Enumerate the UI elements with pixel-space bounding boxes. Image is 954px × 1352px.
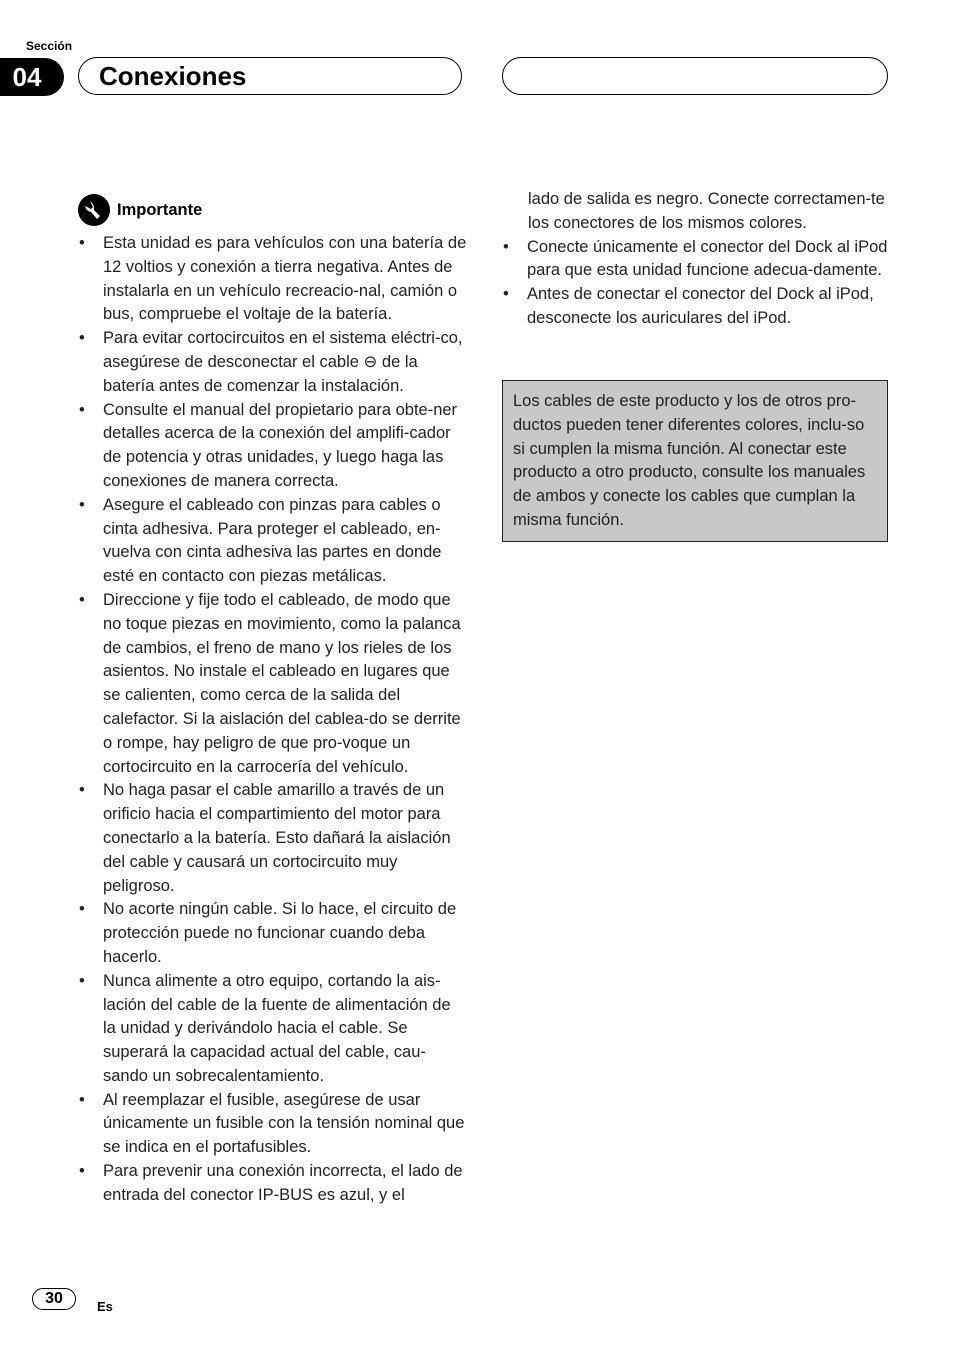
wrench-icon: [78, 194, 110, 226]
language-code: Es: [97, 1299, 113, 1314]
section-title-box: [78, 57, 462, 95]
list-item: • No acorte ningún cable. Si lo hace, el circuito de protección puede no funcionar cuando deba hacerlo.: [79, 900, 457, 966]
list-item: • Asegure el cableado con pinzas para cables o cinta adhesiva. Para proteger el cableado, en-vuelva con cinta adhesiva las partes en donde esté en contacto con piezas metálicas.: [79, 495, 442, 586]
list-item: • Al reemplazar el fusible, asegúrese de usar únicamente un fusible con la tensión nominal que se indica en el portafusibles.: [79, 1090, 465, 1157]
list-item: • Consulte el manual del propietario para obte-ner detalles acerca de la conexión del amplifi-cador de potencia y otras unidades, y luego haga las conexiones de manera correcta.: [79, 400, 458, 490]
list-item: • Nunca alimente a otro equipo, cortando la ais-lación del cable de la fuente de alimentación de la unidad y derivándolo hacia el cable. Se superará la capacidad actual del cable, cau-sando un sobrecalentamiento.: [79, 971, 451, 1085]
list-item: • Antes de conectar el conector del Dock al iPod, desconecte los auriculares del iPod.: [503, 285, 874, 327]
list-item: • Conecte únicamente el conector del Dock al iPod para que esta unidad funcione adecua-damente.: [503, 237, 888, 280]
note-box: Los cables de este producto y los de otros pro-ductos pueden tener diferentes colores, inclu-so si cumplen la misma función. Al conectar este producto a otro producto, consulte los manuales de ambos y conecte los cables que cumplan la misma función.: [502, 380, 888, 542]
section-label: Sección: [26, 39, 73, 53]
important-heading: [78, 194, 468, 226]
section-number-badge: 04: [0, 58, 64, 96]
list-item: • Para prevenir una conexión incorrecta, el lado de entrada del conector IP-BUS es azul, y el: [79, 1162, 463, 1204]
page-number: 30: [32, 1288, 76, 1310]
right-list: [502, 236, 890, 331]
list-item: • Direccione y fije todo el cableado, de modo que no toque piezas en movimiento, como la palanca de cambios, el freno de mano y los rieles de los asientos. No instale el cableado en lugares que se calienten, como cerca de la salida del calefactor. Si la aislación del cablea-do se derrite o rompe, hay peligro de que pro-voque un cortocircuito en la carrocería del vehículo.: [79, 590, 461, 776]
list-item: • Esta unidad es para vehículos con una batería de 12 voltios y conexión a tierra negativa. Antes de instalarla en un vehículo recreacio-nal, camión o bus, compruebe el voltaje de la batería.: [79, 234, 467, 324]
empty-header-box: [502, 57, 888, 95]
continued-text: lado de salida es negro. Conecte correctamen-te los conectores de los mismos colores.: [528, 190, 885, 232]
list-item: • No haga pasar el cable amarillo a través de un orificio hacia el compartimiento del motor para conectarlo a la batería. Esto dañará la aislación del cable y causará un cortocircuito muy peligroso.: [79, 781, 451, 895]
right-column: [502, 188, 890, 331]
page-title: Conexiones: [99, 60, 247, 91]
important-label: Importante: [117, 200, 203, 219]
list-item: • Para evitar cortocircuitos en el sistema eléctri-co, asegúrese de desconectar el cable ⊖ de la batería antes de comenzar la instalación.: [79, 329, 463, 395]
important-list: [78, 232, 468, 1208]
left-column: [78, 194, 468, 1208]
